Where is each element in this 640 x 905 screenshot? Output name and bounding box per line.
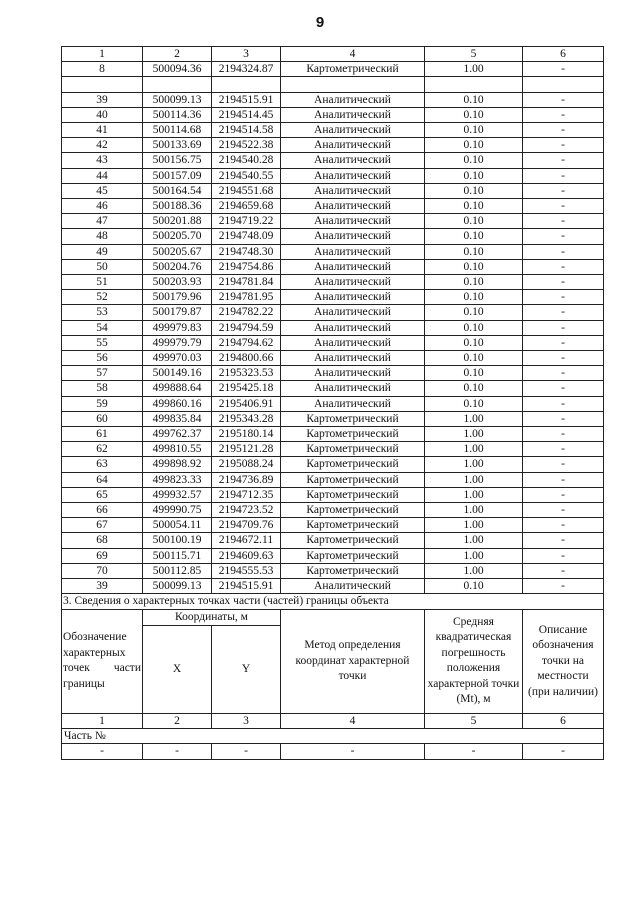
cell-col-5: 0.10 [425, 366, 523, 381]
section-3-empty-col-2: - [143, 744, 212, 759]
cell-col-4: Аналитический [281, 320, 425, 335]
cell-col-1: 58 [62, 381, 143, 396]
method-header: Метод определения координат характерной точки [281, 609, 425, 714]
cell-col-6: - [523, 138, 604, 153]
section-3-number-col-2: 2 [143, 714, 212, 729]
cell-col-3: 2194609.63 [212, 548, 281, 563]
table-row [62, 533, 604, 548]
cell-col-5: 1.00 [425, 533, 523, 548]
cell-col-2: 500094.36 [143, 62, 212, 77]
cell-col-4: Аналитический [281, 275, 425, 290]
column-number-col-4: 4 [281, 47, 425, 62]
cell-col-3: 2194540.55 [212, 168, 281, 183]
cell-col-3: 2194794.59 [212, 320, 281, 335]
cell-col-5: 0.10 [425, 229, 523, 244]
cell-col-1: 70 [62, 563, 143, 578]
cell-col-3: 2195088.24 [212, 457, 281, 472]
table-row [62, 199, 604, 214]
cell-col-3: 2194736.89 [212, 472, 281, 487]
cell-col-6: - [523, 351, 604, 366]
cell-col-3: 2195121.28 [212, 442, 281, 457]
cell-col-6: - [523, 487, 604, 502]
section-3-empty-col-3: - [212, 744, 281, 759]
cell-col-4: Аналитический [281, 214, 425, 229]
cell-col-3: 2195425.18 [212, 381, 281, 396]
cell-col-4: Картометрический [281, 533, 425, 548]
table-row [62, 518, 604, 533]
cell-col-1: 53 [62, 305, 143, 320]
table-row [62, 427, 604, 442]
cell-col-5: 0.10 [425, 320, 523, 335]
cell-col-3: 2194754.86 [212, 259, 281, 274]
cell-col-1: 8 [62, 62, 143, 77]
table-row [62, 275, 604, 290]
table-row [62, 351, 604, 366]
cell-col-6: - [523, 275, 604, 290]
cell-col-5 [425, 77, 523, 92]
section-3-number-col-3: 3 [212, 714, 281, 729]
cell-col-2: 499979.83 [143, 320, 212, 335]
cell-col-5: 0.10 [425, 290, 523, 305]
cell-col-4 [281, 77, 425, 92]
description-header: Описание обозначения точки на местности (при наличии) [523, 609, 604, 714]
table-row [62, 411, 604, 426]
cell-col-2: 500179.96 [143, 290, 212, 305]
cell-col-6: - [523, 153, 604, 168]
cell-col-5: 1.00 [425, 563, 523, 578]
cell-col-4: Аналитический [281, 107, 425, 122]
cell-col-6: - [523, 259, 604, 274]
cell-col-1: 39 [62, 92, 143, 107]
cell-col-5: 0.10 [425, 123, 523, 138]
cell-col-3: 2195343.28 [212, 411, 281, 426]
table-row [62, 366, 604, 381]
cell-col-5: 0.10 [425, 107, 523, 122]
cell-col-2: 500203.93 [143, 275, 212, 290]
table-row [62, 123, 604, 138]
cell-col-4: Картометрический [281, 472, 425, 487]
cell-col-3: 2195323.53 [212, 366, 281, 381]
cell-col-2: 499932.57 [143, 487, 212, 502]
cell-col-1: 63 [62, 457, 143, 472]
cell-col-4: Картометрический [281, 62, 425, 77]
column-number-col-5: 5 [425, 47, 523, 62]
section-3-header-row [62, 609, 604, 626]
table-row [62, 62, 604, 77]
cell-col-1: 48 [62, 229, 143, 244]
cell-col-1: 56 [62, 351, 143, 366]
cell-col-1: 69 [62, 548, 143, 563]
cell-col-3: 2194522.38 [212, 138, 281, 153]
cell-col-6: - [523, 457, 604, 472]
x-header: X [143, 626, 212, 714]
cell-col-6: - [523, 244, 604, 259]
cell-col-6: - [523, 503, 604, 518]
cell-col-2: 500188.36 [143, 199, 212, 214]
cell-col-4: Картометрический [281, 427, 425, 442]
cell-col-2: 499898.92 [143, 457, 212, 472]
cell-col-4: Аналитический [281, 351, 425, 366]
cell-col-4: Аналитический [281, 366, 425, 381]
cell-col-1: 62 [62, 442, 143, 457]
column-number-col-3: 3 [212, 47, 281, 62]
cell-col-3: 2194514.45 [212, 107, 281, 122]
table-row [62, 503, 604, 518]
table-row [62, 442, 604, 457]
cell-col-1: 66 [62, 503, 143, 518]
cell-col-1 [62, 77, 143, 92]
column-numbers-row [62, 47, 604, 62]
cell-col-2: 500149.16 [143, 366, 212, 381]
cell-col-2: 500054.11 [143, 518, 212, 533]
cell-col-2: 499823.33 [143, 472, 212, 487]
cell-col-5: 0.10 [425, 396, 523, 411]
cell-col-5: 0.10 [425, 183, 523, 198]
cell-col-1: 65 [62, 487, 143, 502]
cell-col-3: 2194515.91 [212, 92, 281, 107]
cell-col-5: 0.10 [425, 244, 523, 259]
table-row [62, 320, 604, 335]
y-header: Y [212, 626, 281, 714]
cell-col-4: Аналитический [281, 579, 425, 594]
cell-col-4: Аналитический [281, 229, 425, 244]
cell-col-5: 1.00 [425, 411, 523, 426]
cell-col-3: 2194672.11 [212, 533, 281, 548]
cell-col-5: 0.10 [425, 199, 523, 214]
cell-col-1: 40 [62, 107, 143, 122]
cell-col-6: - [523, 214, 604, 229]
cell-col-4: Картометрический [281, 563, 425, 578]
cell-col-6: - [523, 199, 604, 214]
cell-col-5: 0.10 [425, 305, 523, 320]
cell-col-1: 39 [62, 579, 143, 594]
cell-col-6: - [523, 548, 604, 563]
cell-col-6: - [523, 579, 604, 594]
section-3-column-numbers-row [62, 714, 604, 729]
cell-col-4: Аналитический [281, 183, 425, 198]
cell-col-6: - [523, 472, 604, 487]
cell-col-2: 499835.84 [143, 411, 212, 426]
cell-col-4: Аналитический [281, 244, 425, 259]
table-row [62, 229, 604, 244]
table-row [62, 214, 604, 229]
cell-col-4: Аналитический [281, 381, 425, 396]
cell-col-6: - [523, 229, 604, 244]
cell-col-5: 1.00 [425, 62, 523, 77]
section-3-body [62, 594, 604, 759]
table-row [62, 259, 604, 274]
cell-col-6: - [523, 92, 604, 107]
part-row [62, 729, 604, 744]
cell-col-5: 1.00 [425, 472, 523, 487]
table-row [62, 153, 604, 168]
cell-col-1: 55 [62, 335, 143, 350]
cell-col-4: Аналитический [281, 123, 425, 138]
coordinates-header: Координаты, м [143, 609, 281, 626]
cell-col-3: 2194551.68 [212, 183, 281, 198]
page-number: 9 [315, 14, 325, 31]
cell-col-5: 1.00 [425, 503, 523, 518]
section-3-empty-col-1: - [62, 744, 143, 759]
table-row [62, 579, 604, 594]
cell-col-2: 499860.16 [143, 396, 212, 411]
cell-col-1: 67 [62, 518, 143, 533]
cell-col-5: 0.10 [425, 168, 523, 183]
cell-col-6: - [523, 107, 604, 122]
section-3-caption-row [62, 594, 604, 609]
cell-col-6: - [523, 168, 604, 183]
cell-col-2: 500156.75 [143, 153, 212, 168]
cell-col-4: Аналитический [281, 153, 425, 168]
point-designation-header: Обозначение характерных точек части границы [62, 609, 143, 714]
cell-col-6: - [523, 62, 604, 77]
cell-col-1: 49 [62, 244, 143, 259]
cell-col-6: - [523, 396, 604, 411]
cell-col-4: Картометрический [281, 548, 425, 563]
error-header: Средняя квадратическая погрешность положения характерной точки (Mt), м [425, 609, 523, 714]
table-row [62, 335, 604, 350]
cell-col-1: 59 [62, 396, 143, 411]
cell-col-4: Аналитический [281, 396, 425, 411]
cell-col-1: 43 [62, 153, 143, 168]
section-3-empty-col-4: - [281, 744, 425, 759]
cell-col-2: 500100.19 [143, 533, 212, 548]
cell-col-6: - [523, 366, 604, 381]
table-row [62, 457, 604, 472]
cell-col-3: 2194719.22 [212, 214, 281, 229]
table-row [62, 563, 604, 578]
section-3-number-col-5: 5 [425, 714, 523, 729]
cell-col-3: 2194748.09 [212, 229, 281, 244]
cell-col-2: 500164.54 [143, 183, 212, 198]
cell-col-4: Аналитический [281, 335, 425, 350]
cell-col-4: Картометрический [281, 487, 425, 502]
section-3-caption: 3. Сведения о характерных точках части (частей) границы объекта [62, 594, 604, 609]
cell-col-5: 0.10 [425, 275, 523, 290]
cell-col-1: 41 [62, 123, 143, 138]
cell-col-3: 2194712.35 [212, 487, 281, 502]
cell-col-4: Аналитический [281, 290, 425, 305]
cell-col-4: Аналитический [281, 92, 425, 107]
cell-col-2: 500114.68 [143, 123, 212, 138]
cell-col-6: - [523, 183, 604, 198]
cell-col-1: 52 [62, 290, 143, 305]
section-3-number-col-6: 6 [523, 714, 604, 729]
cell-col-6: - [523, 533, 604, 548]
cell-col-5: 0.10 [425, 335, 523, 350]
cell-col-2: 499979.79 [143, 335, 212, 350]
cell-col-5: 1.00 [425, 442, 523, 457]
cell-col-2: 500133.69 [143, 138, 212, 153]
cell-col-3: 2194794.62 [212, 335, 281, 350]
cell-col-6: - [523, 518, 604, 533]
cell-col-6: - [523, 442, 604, 457]
table-row [62, 381, 604, 396]
cell-col-5: 0.10 [425, 351, 523, 366]
cell-col-5: 0.10 [425, 138, 523, 153]
cell-col-3 [212, 77, 281, 92]
cell-col-2: 500179.87 [143, 305, 212, 320]
cell-col-3: 2194781.95 [212, 290, 281, 305]
table-row [62, 290, 604, 305]
part-label: Часть № [62, 729, 604, 744]
cell-col-3: 2194515.91 [212, 579, 281, 594]
cell-col-6: - [523, 305, 604, 320]
cell-col-6: - [523, 335, 604, 350]
column-number-col-2: 2 [143, 47, 212, 62]
table-row [62, 107, 604, 122]
cell-col-2: 499810.55 [143, 442, 212, 457]
cell-col-1: 57 [62, 366, 143, 381]
cell-col-2: 500099.13 [143, 579, 212, 594]
characteristic-points-table [61, 46, 604, 760]
cell-col-5: 1.00 [425, 427, 523, 442]
cell-col-6: - [523, 290, 604, 305]
cell-col-2: 500112.85 [143, 563, 212, 578]
cell-col-3: 2194782.22 [212, 305, 281, 320]
cell-col-1: 51 [62, 275, 143, 290]
cell-col-1: 45 [62, 183, 143, 198]
cell-col-5: 1.00 [425, 457, 523, 472]
cell-col-3: 2194555.53 [212, 563, 281, 578]
cell-col-1: 50 [62, 259, 143, 274]
table-row [62, 396, 604, 411]
cell-col-1: 61 [62, 427, 143, 442]
table-row [62, 472, 604, 487]
cell-col-1: 42 [62, 138, 143, 153]
points-table-body [62, 47, 604, 594]
cell-col-5: 0.10 [425, 579, 523, 594]
cell-col-2: 500114.36 [143, 107, 212, 122]
cell-col-5: 0.10 [425, 92, 523, 107]
cell-col-4: Аналитический [281, 168, 425, 183]
cell-col-4: Аналитический [281, 199, 425, 214]
cell-col-5: 1.00 [425, 487, 523, 502]
table-row [62, 487, 604, 502]
cell-col-4: Картометрический [281, 411, 425, 426]
cell-col-2: 499990.75 [143, 503, 212, 518]
cell-col-1: 68 [62, 533, 143, 548]
section-3-number-col-1: 1 [62, 714, 143, 729]
cell-col-2: 500201.88 [143, 214, 212, 229]
cell-col-3: 2194800.66 [212, 351, 281, 366]
cell-col-4: Аналитический [281, 138, 425, 153]
cell-col-3: 2194709.76 [212, 518, 281, 533]
cell-col-4: Аналитический [281, 259, 425, 274]
cell-col-4: Картометрический [281, 442, 425, 457]
cell-col-2: 500115.71 [143, 548, 212, 563]
cell-col-3: 2194781.84 [212, 275, 281, 290]
cell-col-2: 500204.76 [143, 259, 212, 274]
cell-col-2: 500205.70 [143, 229, 212, 244]
table-row [62, 305, 604, 320]
cell-col-6: - [523, 320, 604, 335]
cell-col-2: 499762.37 [143, 427, 212, 442]
table-row [62, 92, 604, 107]
cell-col-1: 47 [62, 214, 143, 229]
cell-col-1: 60 [62, 411, 143, 426]
cell-col-2: 499970.03 [143, 351, 212, 366]
cell-col-3: 2194540.28 [212, 153, 281, 168]
cell-col-6: - [523, 123, 604, 138]
cell-col-2: 500205.67 [143, 244, 212, 259]
cell-col-2: 499888.64 [143, 381, 212, 396]
section-3-empty-row [62, 744, 604, 759]
section-3-empty-col-6: - [523, 744, 604, 759]
cell-col-2 [143, 77, 212, 92]
cell-col-3: 2194748.30 [212, 244, 281, 259]
cell-col-6: - [523, 411, 604, 426]
cell-col-6: - [523, 381, 604, 396]
cell-col-5: 1.00 [425, 548, 523, 563]
cell-col-3: 2194514.58 [212, 123, 281, 138]
section-3-empty-col-5: - [425, 744, 523, 759]
cell-col-1: 64 [62, 472, 143, 487]
cell-col-6 [523, 77, 604, 92]
cell-col-4: Картометрический [281, 457, 425, 472]
table-row [62, 183, 604, 198]
cell-col-5: 0.10 [425, 214, 523, 229]
cell-col-6: - [523, 563, 604, 578]
cell-col-6: - [523, 427, 604, 442]
cell-col-2: 500157.09 [143, 168, 212, 183]
cell-col-3: 2194723.52 [212, 503, 281, 518]
cell-col-5: 0.10 [425, 381, 523, 396]
cell-col-4: Аналитический [281, 305, 425, 320]
table-row [62, 168, 604, 183]
table-row [62, 548, 604, 563]
cell-col-3: 2194659.68 [212, 199, 281, 214]
table-row [62, 77, 604, 92]
cell-col-3: 2195180.14 [212, 427, 281, 442]
cell-col-4: Картометрический [281, 518, 425, 533]
cell-col-2: 500099.13 [143, 92, 212, 107]
table-row [62, 244, 604, 259]
section-3-number-col-4: 4 [281, 714, 425, 729]
column-number-col-1: 1 [62, 47, 143, 62]
table-row [62, 138, 604, 153]
cell-col-3: 2194324.87 [212, 62, 281, 77]
cell-col-1: 44 [62, 168, 143, 183]
cell-col-3: 2195406.91 [212, 396, 281, 411]
cell-col-5: 0.10 [425, 259, 523, 274]
cell-col-5: 0.10 [425, 153, 523, 168]
cell-col-1: 46 [62, 199, 143, 214]
cell-col-1: 54 [62, 320, 143, 335]
column-number-col-6: 6 [523, 47, 604, 62]
cell-col-4: Картометрический [281, 503, 425, 518]
cell-col-5: 1.00 [425, 518, 523, 533]
